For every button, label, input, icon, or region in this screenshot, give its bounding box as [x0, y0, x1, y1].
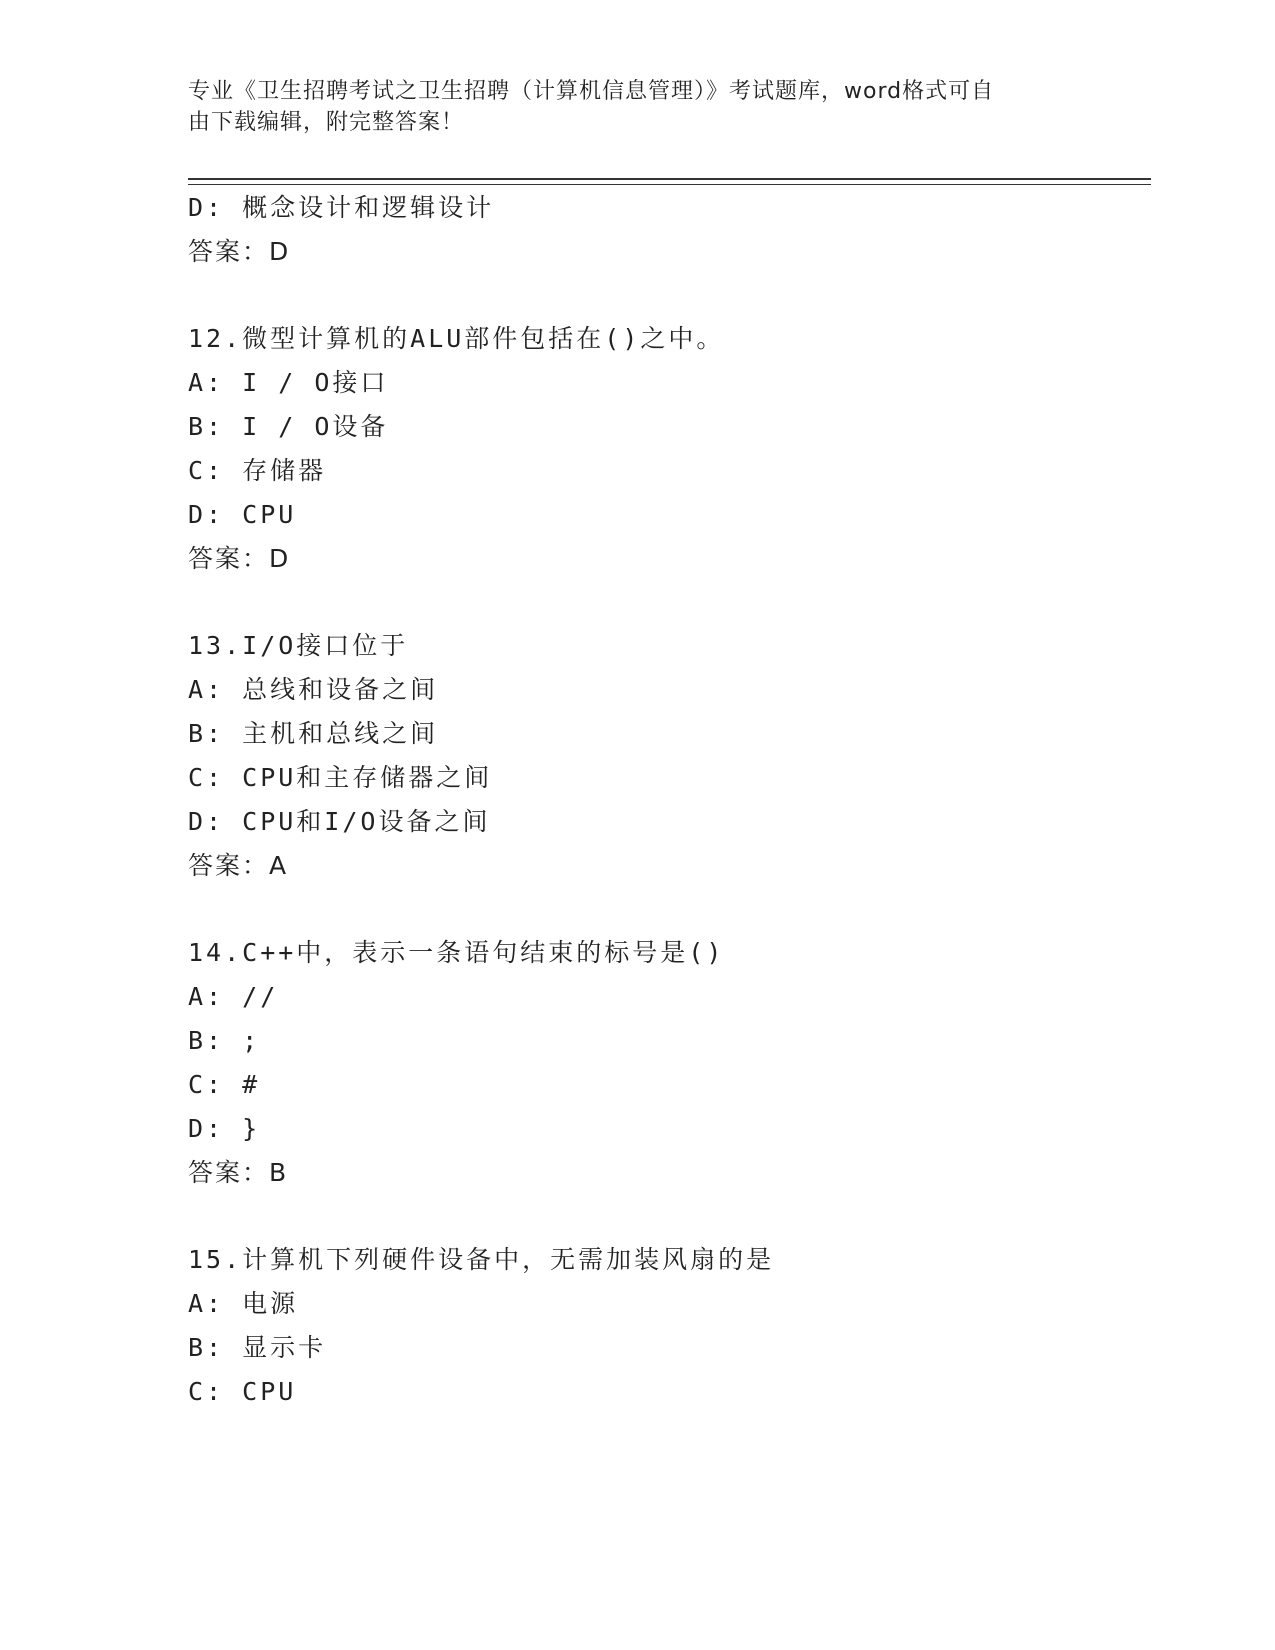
q13-option-b: B: 主机和总线之间	[188, 719, 439, 748]
q12-question: 12.微型计算机的ALU部件包括在()之中。	[188, 324, 725, 353]
prev-option-d: D: 概念设计和逻辑设计	[188, 193, 495, 222]
header-divider-thick	[188, 178, 1151, 180]
header-line-2: 由下载编辑，附完整答案！	[188, 110, 465, 135]
q12-option-b: B: I / O设备	[188, 412, 389, 441]
q12-option-c: C: 存储器	[188, 456, 327, 485]
q14-question: 14.C++中，表示一条语句结束的标号是()	[188, 938, 725, 967]
q12-option-a: A: I / O接口	[188, 368, 389, 397]
q14-option-d: D: }	[188, 1114, 261, 1143]
q15-option-a: A: 电源	[188, 1289, 299, 1318]
q12-answer: 答案：D	[188, 544, 291, 573]
q14-answer: 答案：B	[188, 1158, 289, 1187]
q13-option-c: C: CPU和主存储器之间	[188, 763, 493, 792]
q13-answer: 答案：A	[188, 851, 289, 880]
document-header	[188, 76, 1078, 138]
q15-option-c: C: CPU	[188, 1377, 297, 1406]
q13-option-d: D: CPU和I/O设备之间	[188, 807, 491, 836]
header-line-1: 专业《卫生招聘考试之卫生招聘（计算机信息管理）》考试题库，word格式可自	[188, 79, 995, 104]
q12-option-d: D: CPU	[188, 500, 297, 529]
q14-option-c: C: #	[188, 1070, 261, 1099]
q13-question: 13.I/O接口位于	[188, 631, 409, 660]
q14-option-b: B: ;	[188, 1026, 261, 1055]
q14-option-a: A: //	[188, 982, 279, 1011]
q13-option-a: A: 总线和设备之间	[188, 675, 439, 704]
q15-question: 15.计算机下列硬件设备中，无需加装风扇的是	[188, 1245, 775, 1274]
q15-option-b: B: 显示卡	[188, 1333, 327, 1362]
header-divider-thin	[188, 184, 1151, 185]
prev-answer: 答案：D	[188, 237, 291, 266]
